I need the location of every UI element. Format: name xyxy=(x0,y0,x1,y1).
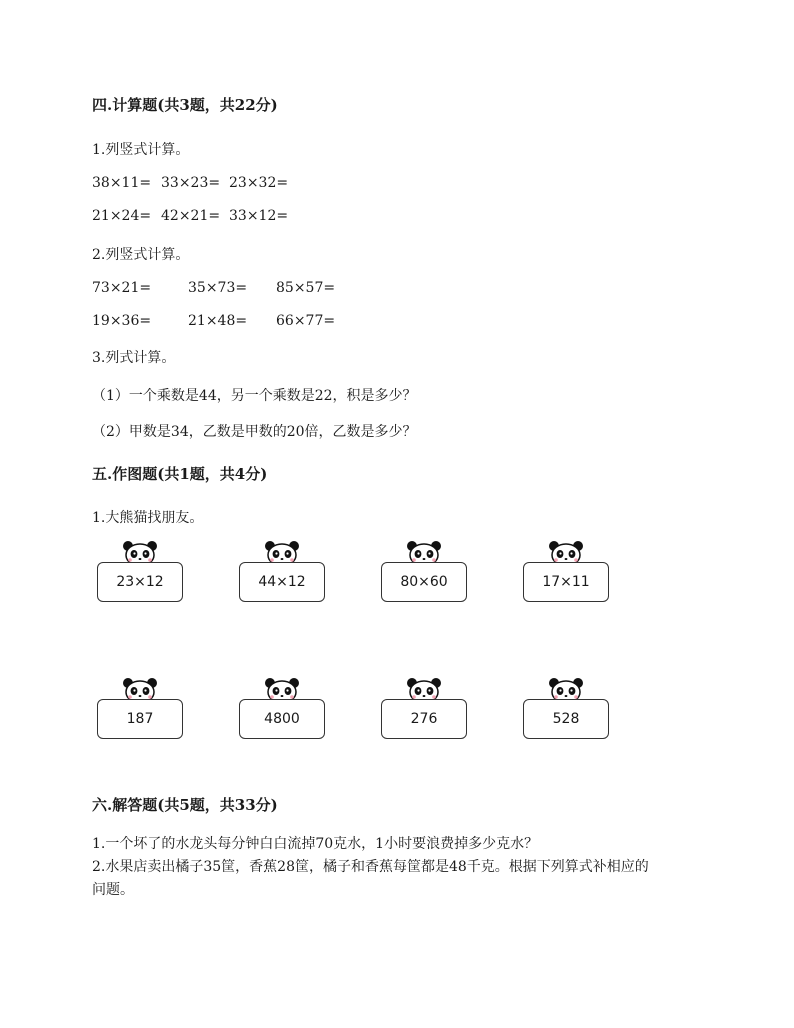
expression: 38×11= xyxy=(92,175,152,191)
section-4-title: 四.计算题(共3题，共22分) xyxy=(92,96,278,114)
expression: 21×48= xyxy=(188,313,248,329)
q4-1-label: 1.列竖式计算。 xyxy=(92,142,190,158)
panda-card xyxy=(523,677,609,727)
card-label: 23×12 xyxy=(97,562,183,602)
expression: 21×24= xyxy=(92,208,152,224)
card-label: 17×11 xyxy=(523,562,609,602)
q4-3-sub-2: （2）甲数是34，乙数是甲数的20倍，乙数是多少？ xyxy=(92,424,417,440)
panda-card xyxy=(97,540,183,590)
card-label: 528 xyxy=(523,699,609,739)
q6-2-line-1: 2.水果店卖出橘子35筐，香蕉28筐，橘子和香蕉每筐都是48千克。根据下列算式补相应的 xyxy=(92,859,649,875)
card-label: 44×12 xyxy=(239,562,325,602)
expression: 33×12= xyxy=(229,208,289,224)
section-5-title: 五.作图题(共1题，共4分) xyxy=(92,465,268,483)
panda-card xyxy=(97,677,183,727)
q6-1: 1.一个坏了的水龙头每分钟白白流掉70克水，1小时要浪费掉多少克水？ xyxy=(92,836,539,852)
q4-3-label: 3.列式计算。 xyxy=(92,350,176,366)
expression: 42×21= xyxy=(161,208,221,224)
card-label: 80×60 xyxy=(381,562,467,602)
card-label: 4800 xyxy=(239,699,325,739)
expression: 35×73= xyxy=(188,280,248,296)
card-label: 187 xyxy=(97,699,183,739)
q4-3-sub-1: （1）一个乘数是44，另一个乘数是22，积是多少？ xyxy=(92,388,417,404)
panda-card xyxy=(239,540,325,590)
card-label: 276 xyxy=(381,699,467,739)
q6-2-line-2: 问题。 xyxy=(92,882,134,898)
expression: 73×21= xyxy=(92,280,152,296)
expression: 19×36= xyxy=(92,313,152,329)
panda-card xyxy=(381,677,467,727)
q5-1-label: 1.大熊猫找朋友。 xyxy=(92,510,204,526)
expression: 23×32= xyxy=(229,175,289,191)
section-6-title: 六.解答题(共5题，共33分) xyxy=(92,796,278,814)
expression: 66×77= xyxy=(276,313,336,329)
panda-card xyxy=(381,540,467,590)
panda-card xyxy=(239,677,325,727)
expression: 85×57= xyxy=(276,280,336,296)
expression: 33×23= xyxy=(161,175,221,191)
panda-card xyxy=(523,540,609,590)
q4-2-label: 2.列竖式计算。 xyxy=(92,247,190,263)
